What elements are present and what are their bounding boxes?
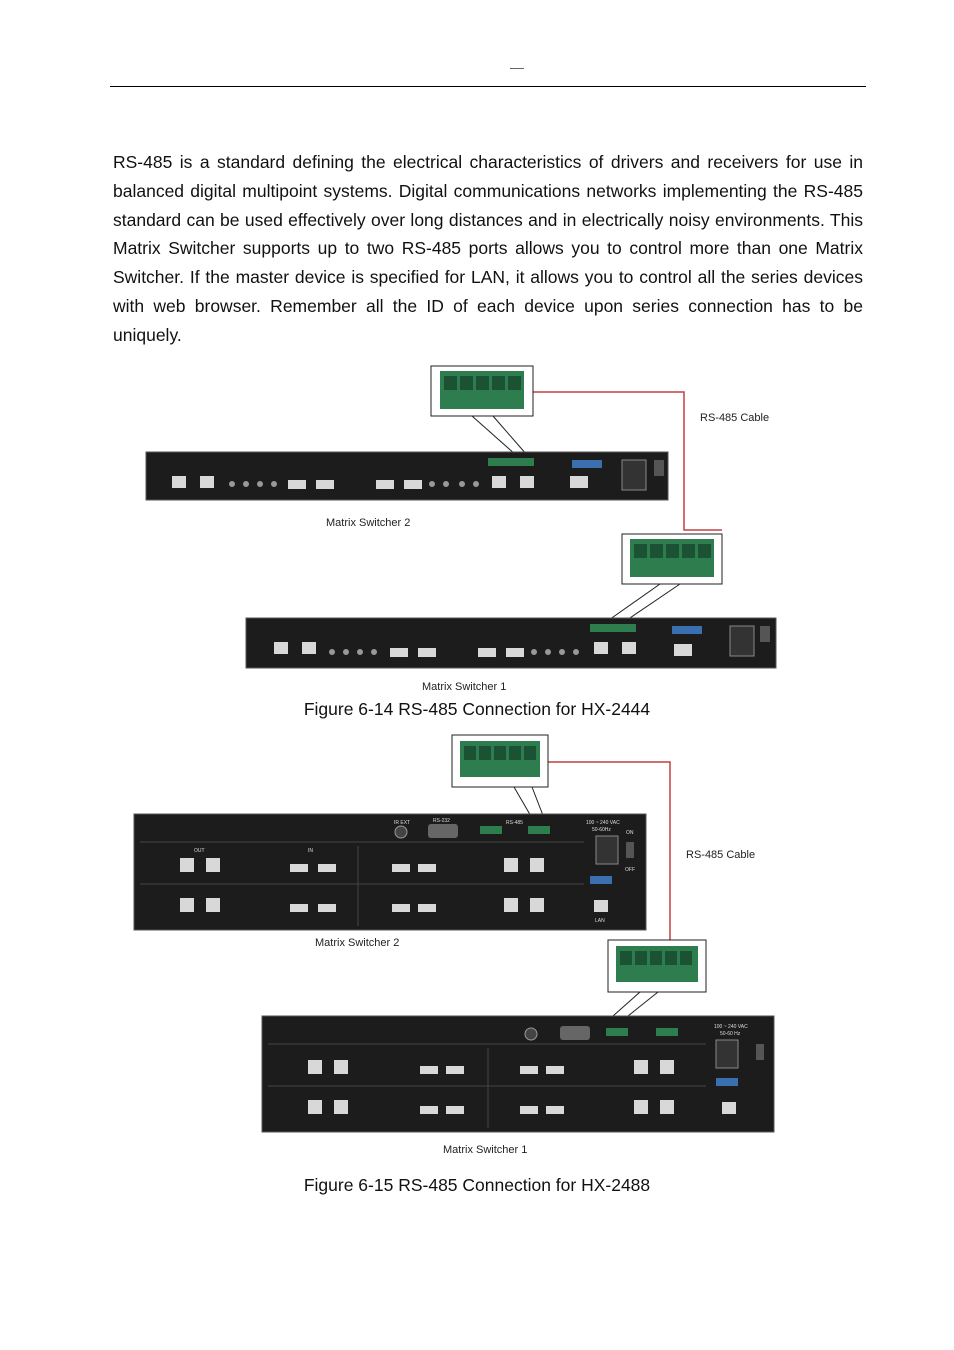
off-label: OFF [625, 867, 635, 873]
device-label-top-2: Matrix Switcher 2 [315, 937, 400, 949]
power-label-top: 100 ~ 240 VAC [586, 820, 620, 826]
matrix-switcher-1-chassis [262, 1016, 774, 1132]
matrix-switcher-2-device [146, 452, 668, 500]
power-freq-top: 50-60Hz [592, 827, 611, 833]
power-label-bottom: 100 ~ 240 VAC [714, 1024, 748, 1030]
matrix-switcher-2-chassis [134, 814, 646, 930]
on-label: ON [626, 830, 634, 836]
lan-label: LAN [595, 918, 605, 924]
terminal-zoom-callout-top [431, 366, 533, 455]
figure-caption-1: Figure 6-14 RS-485 Connection for HX-2444 [303, 699, 651, 719]
device-label-bottom-2: Matrix Switcher 1 [443, 1144, 528, 1156]
cable-label: RS-485 Cable [700, 412, 770, 424]
terminal-zoom-callout-bottom-2 [604, 940, 706, 1024]
rs232-label: RS-232 [433, 818, 450, 824]
header-mark [510, 68, 524, 69]
power-freq-bottom: 50-60 Hz [720, 1031, 741, 1037]
rs485-label: RS-485 [506, 820, 523, 826]
ir-ext-label: IR EXT [394, 820, 411, 826]
terminal-zoom-callout-top-2 [452, 735, 548, 818]
figure-hx2488 [0, 730, 954, 1160]
device-label-bottom: Matrix Switcher 1 [422, 681, 507, 693]
in-label: IN [308, 848, 313, 854]
terminal-zoom-callout-bottom [606, 534, 722, 622]
header-rule [110, 86, 866, 87]
figure-hx2444 [0, 360, 954, 700]
figure-caption-2: Figure 6-15 RS-485 Connection for HX-2488 [303, 1175, 651, 1195]
cable-label-2: RS-485 Cable [686, 849, 756, 861]
body-paragraph: RS-485 is a standard defining the electrical characteristics of drivers and receivers for use in balanced digital multipoint systems. Digital communications networks implementing the RS-485 standard can be used effectively over long distances and in electrically noisy environments. This Matrix Switcher supports up to two RS-485 ports allows you to control more than one Matrix Switcher. If the master device is specified for LAN, it allows you to control all the series devices with web browser. Remember all the ID of each device upon series connection has to be uniquely. [113, 152, 863, 345]
out-label: OUT [194, 848, 205, 854]
device-label-top: Matrix Switcher 2 [326, 517, 411, 529]
matrix-switcher-1-device [246, 618, 776, 668]
